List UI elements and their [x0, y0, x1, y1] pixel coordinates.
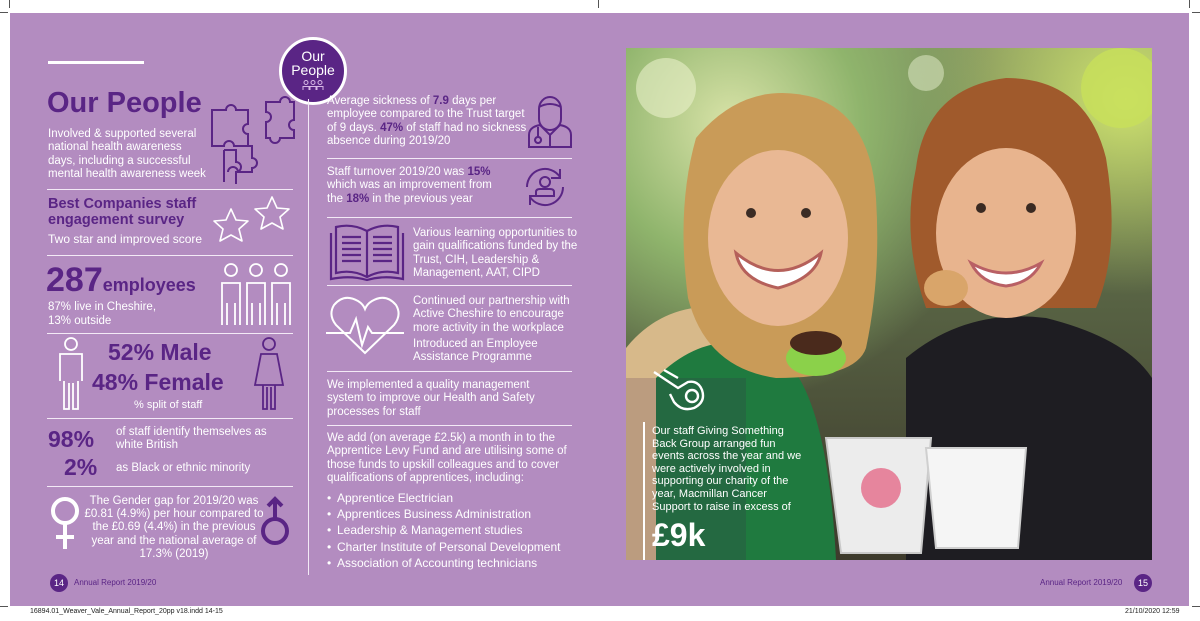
sickness-text [327, 95, 527, 149]
survey-title: Best Companies staff engagement survey [48, 196, 197, 228]
charity-caption: Our staff Giving Something Back Group arranged fun events across the year and we were actively involved in supporting our charity of the year, Macmillan Cancer Support to raise in excess of [652, 425, 802, 513]
heartbeat-icon [326, 293, 404, 357]
crop-mark [598, 0, 599, 8]
turnover-b: which was an improvement from the [327, 179, 492, 205]
survey-sub: Two star and improved score [48, 232, 203, 246]
sickness-b: days per employee compared to the Trust target of 9 days. [327, 95, 525, 134]
crop-mark [1192, 12, 1200, 13]
charity-amount: £9k [652, 517, 706, 553]
puzzle-icon [208, 98, 298, 178]
male-pct: 52% Male [108, 339, 212, 365]
employees-label: employees [102, 275, 196, 295]
divider [327, 217, 572, 218]
male-symbol-icon [258, 495, 292, 551]
two-stars-icon [210, 195, 296, 247]
sickness-a: Average sickness of [327, 95, 433, 107]
divider [47, 255, 293, 256]
eap-text: Introduced an Employee Assistance Programme [413, 338, 538, 364]
divider [47, 333, 293, 334]
bame-text: as Black or ethnic minority [116, 462, 251, 474]
female-symbol-icon [48, 495, 82, 551]
divider [327, 425, 572, 426]
female-figure-icon [253, 337, 285, 411]
page-number-left: 14 [50, 574, 68, 592]
three-people-icon [218, 261, 294, 329]
list-item: • Association of Accounting technicians [327, 555, 587, 571]
partnership-text: Continued our partnership with Active Cheshire to encourage more activity in the workplace [413, 295, 570, 334]
crop-mark [1192, 606, 1200, 607]
employees-number [46, 261, 196, 304]
levy-text: We add (on average £2.5k) a month in to the Apprentice Levy Fund and are utilising some of those funds to upskill colleagues and to cover qualifications of apprentices, including: [327, 432, 567, 485]
white-british-text: of staff identify themselves as white British [116, 426, 267, 451]
giving-hand-icon [652, 368, 712, 414]
turnover-text [327, 166, 507, 206]
list-item: • Apprentice Electrician [327, 490, 587, 506]
column-divider [308, 99, 309, 575]
bame-pct: 2% [64, 454, 98, 480]
annual-report-spread [10, 13, 1189, 606]
male-figure-icon [56, 337, 86, 411]
employees-sub2: 13% outside [48, 315, 112, 327]
list-item: • Charter Institute of Personal Development [327, 539, 587, 555]
employees-count: 287 [46, 261, 103, 299]
white-british-pct: 98% [48, 426, 95, 452]
turnover-pct: 15% [467, 166, 491, 178]
page-number-right: 15 [1134, 574, 1152, 592]
heading-rule [48, 61, 144, 64]
split-label: % split of staff [134, 399, 203, 411]
staff-rotation-icon [519, 161, 571, 213]
apprenticeship-list [327, 490, 587, 571]
slug-file: 16894.01_Weaver_Vale_Annual_Report_20pp v18.indd 14-15 [30, 608, 223, 615]
turnover-a: Staff turnover 2019/20 was [327, 166, 468, 178]
badge-line2: People [291, 62, 335, 78]
sickness-days: 7.9 [432, 95, 449, 107]
divider [47, 418, 293, 419]
gender-gap-text: The Gender gap for 2019/20 was £0.81 (4.9%) per hour compared to the £0.69 (4.4%) in the previous year and the national average of 17.3% (2019) [84, 495, 264, 560]
divider [47, 189, 293, 190]
page-title: Our People [47, 87, 202, 119]
quality-text: We implemented a quality management system to improve our Health and Safety processes for staff [327, 379, 535, 418]
list-item: • Apprentices Business Administration [327, 506, 587, 522]
turnover-c: in the previous year [369, 192, 473, 205]
sickness-pct: 47% [380, 121, 404, 134]
learning-text: Various learning opportunities to gain qualifications funded by the Trust, CIH, Leadership & Management, AAT, CIPD [413, 227, 578, 280]
crop-mark [0, 606, 8, 607]
crop-mark [9, 0, 10, 8]
badge-line1: Our [301, 48, 325, 64]
staff-photo [626, 48, 1152, 560]
people-icon [302, 80, 324, 90]
awareness-text: Involved & supported several national health awareness days, including a successful mental health awareness week [48, 128, 206, 181]
divider [327, 285, 572, 286]
divider [47, 486, 293, 487]
open-book-icon [328, 221, 406, 281]
employees-sub1: 87% live in Cheshire, [48, 301, 157, 313]
footer-right-label: Annual Report 2019/20 [1040, 578, 1123, 587]
divider [327, 371, 572, 372]
list-item: • Leadership & Management studies [327, 522, 587, 538]
caption-rule [643, 422, 645, 560]
crop-mark [1189, 0, 1190, 8]
footer-left-label: Annual Report 2019/20 [74, 578, 157, 587]
slug-datetime: 21/10/2020 12:59 [1125, 608, 1180, 615]
divider [327, 158, 572, 159]
doctor-icon [525, 91, 575, 149]
female-pct: 48% Female [92, 369, 224, 395]
turnover-prev: 18% [346, 192, 370, 205]
sickness-c: of staff had no sickness absence during 2019/20 [327, 121, 527, 148]
crop-mark [0, 12, 8, 13]
